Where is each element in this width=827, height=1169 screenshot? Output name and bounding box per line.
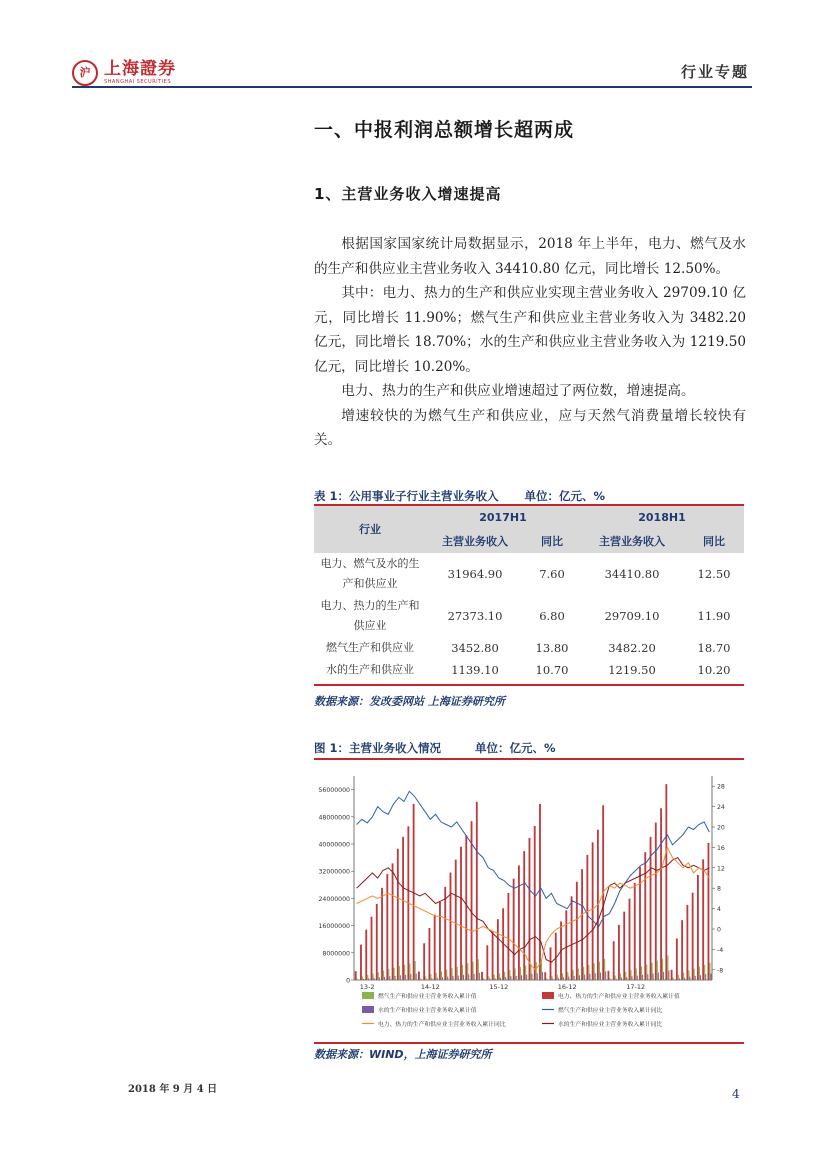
table-subheader-yoy: 同比 xyxy=(684,529,744,553)
gas-bar xyxy=(694,969,695,980)
water-bar xyxy=(437,978,438,980)
gas-bar xyxy=(467,963,468,980)
water-bar xyxy=(711,974,712,980)
water-bar xyxy=(537,973,538,980)
gas-bar xyxy=(609,978,610,980)
table-subheader-yoy: 同比 xyxy=(524,529,580,553)
electricity-bar xyxy=(613,941,615,980)
table-cell: 34410.80 xyxy=(604,567,660,581)
gas-bar xyxy=(372,974,373,980)
legend-label: 水的生产和供应业主营业务收入累计同比 xyxy=(558,1022,663,1028)
water-bar xyxy=(605,972,606,981)
electricity-bar xyxy=(550,947,552,980)
figure-caption xyxy=(314,740,556,756)
gas-bar xyxy=(425,976,426,980)
table-title: 表 1：公用事业子行业主营业务收入 xyxy=(314,489,499,503)
gas-bar xyxy=(604,959,605,980)
table-cell: 31964.90 xyxy=(447,567,503,581)
water-bar xyxy=(700,975,701,980)
water-bar xyxy=(500,978,501,980)
gas-bar xyxy=(578,968,579,980)
electricity-bar xyxy=(465,835,467,980)
water-bar xyxy=(584,975,585,980)
water-bar xyxy=(595,973,596,980)
gas-bar xyxy=(430,974,431,980)
water-bar xyxy=(600,973,601,980)
paragraph: 根据国家国家统计局数据显示，2018 年上半年，电力、燃气及水的生产和供应业主营业务收入 34410.80 亿元，同比增长 12.50%。 xyxy=(314,236,746,277)
gas-bar xyxy=(625,972,626,980)
figure-top-rule xyxy=(314,758,744,760)
electricity-bar xyxy=(371,917,373,980)
water-bar xyxy=(663,972,664,980)
gas-bar xyxy=(583,967,584,980)
x-tick-label: 15-12 xyxy=(489,983,509,991)
left-tick-label: 56000000 xyxy=(318,787,350,795)
table-cell: 3452.80 xyxy=(451,641,499,655)
right-tick-label: 24 xyxy=(717,804,725,812)
table-cell: 12.50 xyxy=(697,567,731,581)
water-bar xyxy=(468,974,469,980)
gas-bar xyxy=(572,970,573,980)
table-cell-industry: 水的生产和供应业 xyxy=(326,663,414,676)
gas-bar xyxy=(688,970,689,980)
table-cell: 18.70 xyxy=(697,641,731,655)
gas-bar xyxy=(367,975,368,980)
gas-bar xyxy=(404,965,405,980)
gas-bar xyxy=(636,968,637,980)
gas-bar xyxy=(383,970,384,980)
gas-bar xyxy=(562,973,563,980)
table-cell: 10.70 xyxy=(535,663,569,677)
table-caption xyxy=(314,488,605,504)
electricity-bar xyxy=(413,804,415,980)
table-unit: 单位：亿元、% xyxy=(524,489,606,503)
electricity-bar xyxy=(607,971,609,980)
right-tick-label: 20 xyxy=(717,824,725,832)
table-cell: 10.20 xyxy=(697,663,731,677)
table-subheader-revenue: 主营业务收入 xyxy=(426,529,524,553)
electricity-bar xyxy=(381,888,383,980)
gas-bar xyxy=(451,968,452,980)
gas-bar xyxy=(488,976,489,980)
gas-bar xyxy=(499,973,500,980)
gas-bar xyxy=(667,956,668,980)
water-bar xyxy=(574,976,575,980)
water-bar xyxy=(568,977,569,980)
electricity-bar xyxy=(671,970,673,980)
electricity-bar xyxy=(581,869,583,980)
electricity-bar xyxy=(418,972,420,981)
table-row xyxy=(314,595,744,637)
table-cell: 29709.10 xyxy=(604,609,660,623)
water-bar xyxy=(689,977,690,980)
electricity-bar xyxy=(686,905,688,980)
water-bar xyxy=(463,975,464,980)
water-bar xyxy=(589,974,590,980)
right-tick-label: -8 xyxy=(717,967,724,975)
water-bar xyxy=(679,978,680,980)
table-cell: 13.80 xyxy=(535,641,569,655)
gas-bar xyxy=(441,972,442,981)
electricity-bar xyxy=(565,910,567,980)
water-bar xyxy=(668,970,669,980)
electricity-bar xyxy=(634,883,636,980)
figure-unit: 单位：亿元、% xyxy=(475,741,556,755)
electricity-bar xyxy=(708,843,710,980)
water-bar xyxy=(610,979,611,980)
water-bar xyxy=(621,978,622,980)
water-bar xyxy=(431,978,432,980)
table-cell: 1219.50 xyxy=(608,663,656,677)
electricity-bar xyxy=(523,851,525,980)
water-bar xyxy=(505,977,506,980)
water-bar xyxy=(474,974,475,980)
section-title: 一、中报利润总额增长超两成 xyxy=(314,119,575,141)
water-bar xyxy=(458,976,459,980)
logo-mark-icon: 沪 xyxy=(72,60,98,86)
electricity-bar xyxy=(544,972,546,980)
electricity-bar xyxy=(476,802,478,980)
paragraph: 电力、热力的生产和供应业增速超过了两位数，增速提高。 xyxy=(341,383,695,399)
gas-bar xyxy=(620,974,621,980)
gas-bar xyxy=(709,963,710,980)
electricity-bar xyxy=(450,873,452,980)
left-tick-label: 48000000 xyxy=(318,814,350,822)
legend-label: 电力、热力的生产和供应业主营业务收入累计值 xyxy=(558,994,680,1000)
electricity-bar xyxy=(439,902,441,980)
gas-bar xyxy=(588,965,589,980)
water-bar xyxy=(384,977,385,980)
electricity-bar xyxy=(397,849,399,980)
gas-bar xyxy=(525,965,526,980)
revenue-table xyxy=(314,505,744,681)
gas-bar xyxy=(546,978,547,980)
electricity-bar xyxy=(481,972,483,980)
electricity-bar xyxy=(497,919,499,980)
gas-bar xyxy=(483,978,484,980)
page-number: 4 xyxy=(732,1087,740,1101)
gas-bar xyxy=(515,968,516,980)
water-bar xyxy=(632,976,633,980)
table-row xyxy=(314,553,744,595)
right-tick-label: 12 xyxy=(717,865,725,873)
electricity-bar xyxy=(555,933,557,980)
electricity-bar xyxy=(492,931,494,980)
table-header-period: 2017H1 xyxy=(426,505,580,529)
water-bar xyxy=(410,974,411,980)
gas-bar xyxy=(415,961,416,980)
electricity-bar xyxy=(650,837,652,980)
gas-bar xyxy=(551,976,552,980)
water-bar xyxy=(447,977,448,980)
x-tick-label: 17-12 xyxy=(626,983,646,991)
electricity-bar xyxy=(576,882,578,980)
legend-swatch xyxy=(362,992,374,999)
electricity-bar xyxy=(655,823,657,980)
electricity-bar xyxy=(402,837,404,980)
gas-bar xyxy=(409,963,410,980)
gas-bar xyxy=(594,963,595,980)
revenue-chart xyxy=(314,762,744,1040)
gas-bar xyxy=(641,966,642,980)
gas-bar xyxy=(509,970,510,980)
electricity-bar xyxy=(518,865,520,980)
table-cell: 1139.10 xyxy=(451,663,499,677)
water-bar xyxy=(368,978,369,980)
table-cell-industry: 电力、热力的生产和 供应业 xyxy=(320,599,420,632)
legend-label: 电力、热力的生产和供应业主营业务收入累计同比 xyxy=(378,1022,506,1028)
left-tick-label: 32000000 xyxy=(318,868,350,876)
legend-label: 水的生产和供应业主营业务收入累计值 xyxy=(378,1008,477,1014)
legend-swatch xyxy=(542,992,554,999)
left-tick-label: 40000000 xyxy=(318,841,350,849)
water-bar xyxy=(421,979,422,980)
gas-bar xyxy=(615,976,616,980)
table-cell: 27373.10 xyxy=(447,609,503,623)
electricity-bar xyxy=(355,971,357,980)
table-top-rule xyxy=(314,504,744,506)
figure-title: 图 1：主营业务收入情况 xyxy=(314,741,442,755)
electricity-bar xyxy=(386,874,388,980)
water-bar xyxy=(579,975,580,980)
left-tick-label: 0 xyxy=(346,977,350,985)
electricity-bar xyxy=(681,920,683,980)
gas-bar xyxy=(446,969,447,980)
water-bar xyxy=(653,974,654,980)
electricity-bar xyxy=(702,859,704,980)
gas-bar xyxy=(557,975,558,980)
right-tick-label: -4 xyxy=(717,946,724,954)
gas-bar xyxy=(699,967,700,980)
water-bar xyxy=(395,976,396,980)
subsection-title: 1、主营业务收入增速提高 xyxy=(314,185,502,203)
table-cell: 7.60 xyxy=(539,567,565,581)
table-cell: 3482.20 xyxy=(608,641,656,655)
water-bar xyxy=(489,979,490,980)
table-source: 数据来源：发改委网站 上海证券研究所 xyxy=(314,695,505,708)
table-row xyxy=(314,659,744,681)
electricity-bar xyxy=(376,904,378,980)
electricity-bar xyxy=(513,879,515,980)
gas-bar xyxy=(657,961,658,980)
water-bar xyxy=(416,974,417,980)
x-tick-label: 16-12 xyxy=(557,983,577,991)
figure-source: 数据来源：WIND，上海证券研究所 xyxy=(314,1048,492,1061)
left-tick-label: 16000000 xyxy=(318,923,350,931)
paragraph: 其中：电力、热力的生产和供应业实现主营业务收入 29709.10 亿元，同比增长 11.90%；燃气生产和供应业主营业务收入为 3482.20 亿元，同比增长 18.70%；水的生产和供应业主营业务收入为 1219.50 亿元，同比增长 10.20%。 xyxy=(314,285,746,375)
right-tick-label: 8 xyxy=(717,885,721,893)
gas-bar xyxy=(646,965,647,980)
electricity-bar xyxy=(444,887,446,980)
electricity-bar xyxy=(455,860,457,980)
gas-bar xyxy=(651,963,652,980)
water-bar xyxy=(400,975,401,980)
electricity-bar xyxy=(539,804,541,980)
electricity-bar xyxy=(507,893,509,980)
body-text xyxy=(314,232,746,453)
electricity-bar xyxy=(534,826,536,980)
water-bar xyxy=(542,972,543,980)
electricity-bar xyxy=(665,784,667,980)
electricity-bar xyxy=(460,847,462,980)
right-tick-label: 4 xyxy=(717,906,721,914)
water-bar xyxy=(363,979,364,980)
water-bar xyxy=(674,979,675,980)
electricity-bar xyxy=(392,863,394,980)
electricity-bar xyxy=(697,875,699,980)
right-tick-label: 28 xyxy=(717,783,725,791)
electricity-bar xyxy=(676,939,678,980)
figure-bottom-rule xyxy=(314,1042,744,1044)
water-bar xyxy=(553,979,554,980)
gas-bar xyxy=(678,975,679,980)
electricity-bar xyxy=(644,852,646,980)
gas-bar xyxy=(420,978,421,980)
water-bar xyxy=(484,979,485,980)
gas-bar xyxy=(399,966,400,980)
logo-text-en: SHANGHAI SECURITIES xyxy=(104,79,172,85)
water-bar xyxy=(684,978,685,980)
water-bar xyxy=(532,974,533,980)
table-row xyxy=(314,637,744,659)
gas-bar xyxy=(704,965,705,980)
table-cell-industry: 燃气生产和供应业 xyxy=(326,641,414,654)
legend-swatch xyxy=(362,1006,374,1013)
electricity-bar xyxy=(692,893,694,980)
electricity-bar xyxy=(618,925,620,980)
logo-text-cn: 上海證券 xyxy=(104,59,176,79)
electricity-bar xyxy=(660,808,662,980)
water-bar xyxy=(426,979,427,980)
water-bar xyxy=(563,977,564,980)
table-header-industry: 行业 xyxy=(314,505,426,553)
electricity-bar xyxy=(586,855,588,980)
electricity-bar xyxy=(529,838,531,980)
gas-bar xyxy=(462,965,463,980)
water-bar xyxy=(626,977,627,980)
header-divider xyxy=(72,86,752,88)
water-bar xyxy=(516,976,517,980)
water-bar xyxy=(637,976,638,980)
gas-bar xyxy=(504,972,505,980)
electricity-bar xyxy=(623,912,625,980)
x-tick-label: 13-2 xyxy=(359,983,375,991)
electricity-bar xyxy=(423,943,425,980)
table-subheader-revenue: 主营业务收入 xyxy=(580,529,684,553)
gas-bar xyxy=(457,967,458,980)
report-category-tag: 行业专题 xyxy=(680,63,749,81)
table-cell-industry: 电力、燃气及水的生 产和供应业 xyxy=(320,557,420,590)
electricity-bar xyxy=(486,945,488,980)
gas-bar xyxy=(436,973,437,980)
water-bar xyxy=(658,973,659,980)
water-bar xyxy=(389,976,390,980)
left-tick-label: 24000000 xyxy=(318,895,350,903)
gas-bar xyxy=(362,977,363,980)
electricity-bar xyxy=(434,915,436,980)
left-tick-label: 8000000 xyxy=(322,950,350,958)
legend-label: 燃气生产和供应业主营业务收入累计同比 xyxy=(558,1008,663,1014)
table-cell: 11.90 xyxy=(697,609,731,623)
water-bar xyxy=(453,976,454,980)
water-bar xyxy=(526,975,527,980)
gas-bar xyxy=(378,972,379,980)
gas-bar xyxy=(357,979,358,980)
gas-bar xyxy=(494,975,495,980)
gas-bar xyxy=(536,962,537,980)
table-bottom-rule xyxy=(314,684,744,686)
report-date: 2018 年 9 月 4 日 xyxy=(128,1084,218,1095)
water-bar xyxy=(616,979,617,980)
electricity-bar xyxy=(428,928,430,980)
table-header-period: 2018H1 xyxy=(580,505,744,529)
water-bar xyxy=(374,978,375,980)
gas-bar xyxy=(673,978,674,980)
gas-bar xyxy=(393,968,394,980)
water-bar xyxy=(647,974,648,980)
gas-bar xyxy=(472,962,473,980)
gas-bar xyxy=(630,970,631,980)
water-bar xyxy=(521,975,522,980)
table-cell: 6.80 xyxy=(539,609,565,623)
electricity-bar xyxy=(629,899,631,980)
water-bar xyxy=(442,977,443,980)
gas-bar xyxy=(683,973,684,980)
right-tick-label: 16 xyxy=(717,844,725,852)
gas-bar xyxy=(478,959,479,980)
paragraph: 增速较快的为燃气生产和供应业，应与天然气消费量增长较快有关。 xyxy=(314,407,746,448)
water-bar xyxy=(705,974,706,980)
gas-bar xyxy=(599,962,600,980)
water-bar xyxy=(479,973,480,980)
water-bar xyxy=(642,975,643,980)
right-tick-label: 0 xyxy=(717,926,721,934)
gas-bar xyxy=(520,967,521,980)
water-bar xyxy=(405,975,406,980)
water-bar xyxy=(495,978,496,980)
electricity-bar xyxy=(365,930,367,980)
legend-label: 燃气生产和供应业主营业务收入累计值 xyxy=(378,994,477,1000)
electricity-bar xyxy=(592,842,594,980)
water-bar xyxy=(510,976,511,980)
gas-bar xyxy=(567,972,568,980)
water-bar xyxy=(695,976,696,980)
brand-logo xyxy=(72,60,176,86)
x-tick-label: 14-12 xyxy=(420,983,440,991)
water-bar xyxy=(558,978,559,980)
electricity-bar xyxy=(571,896,573,980)
water-bar xyxy=(547,979,548,980)
gas-bar xyxy=(662,959,663,980)
electricity-bar xyxy=(360,945,362,980)
gas-bar xyxy=(388,969,389,980)
water-bar xyxy=(379,977,380,980)
